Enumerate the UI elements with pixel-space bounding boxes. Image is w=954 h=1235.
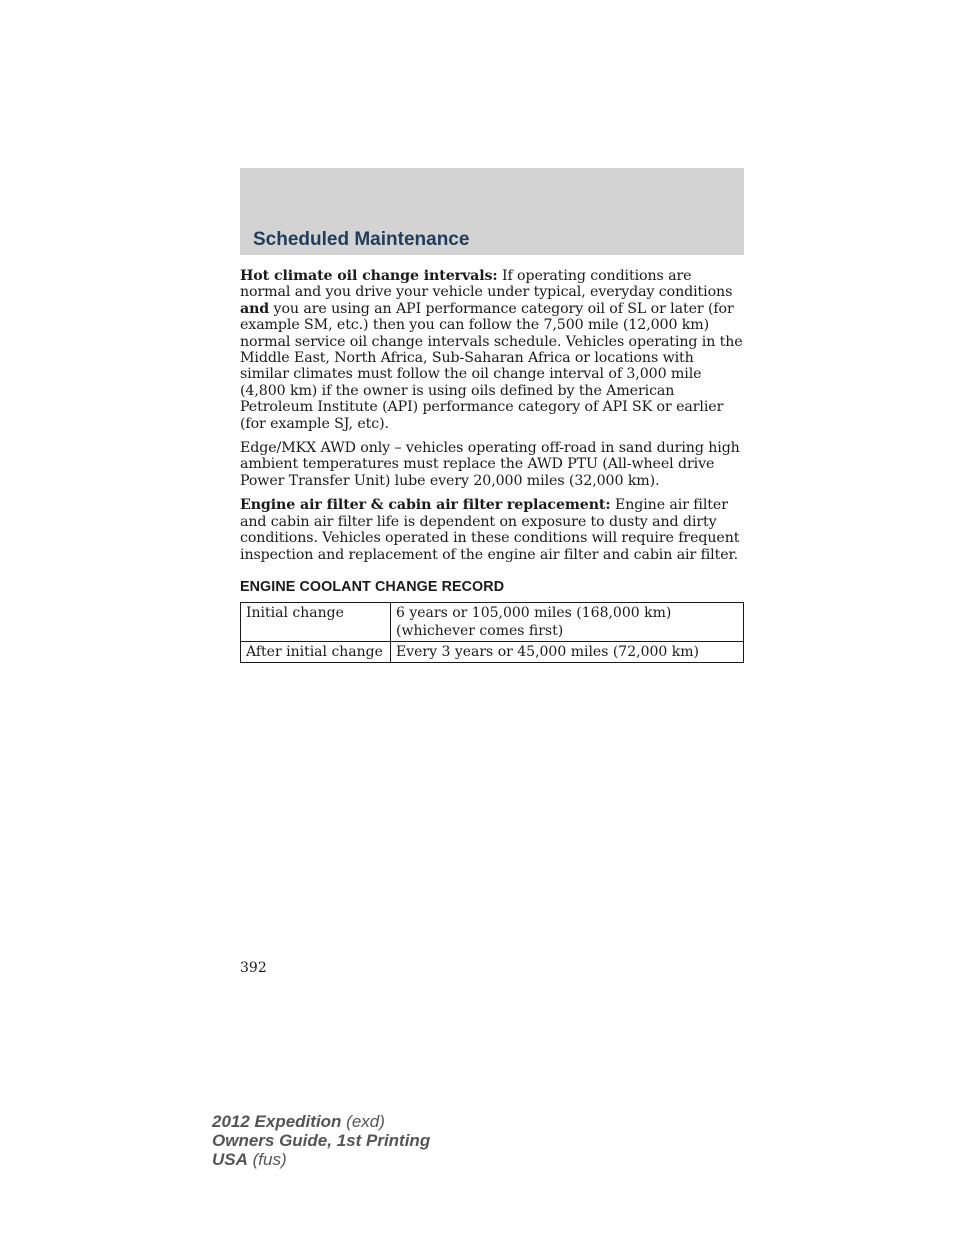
page-number: 392 bbox=[240, 960, 267, 976]
footer-line-1 bbox=[212, 1112, 430, 1131]
hot-climate-text-b: you are using an API performance category oil of SL or later (for example SM, etc.) then you can follow the 7,500 mile (12,000 km) normal service oil change intervals schedule. Vehicles operating in the Middle East, North Africa, Sub-Saharan Africa or locations with similar climates must follow the oil change interval of 3,000 mile (4,800 km) if the owner is using oils defined by the American Petroleum Institute (API) performance category of API SK or earlier (for example SJ, etc). bbox=[240, 300, 743, 432]
section-title: Scheduled Maintenance bbox=[253, 229, 470, 250]
hot-climate-text-a: If operating conditions are normal and you drive your vehicle under typical, everyday conditions bbox=[240, 268, 733, 301]
hot-climate-paragraph bbox=[240, 268, 746, 432]
hot-climate-emphasis: and bbox=[240, 300, 270, 317]
table-row bbox=[241, 602, 744, 641]
main-content bbox=[240, 268, 746, 663]
footer-line-3 bbox=[212, 1150, 430, 1169]
table-row bbox=[241, 641, 744, 662]
table-cell-value bbox=[391, 602, 744, 641]
section-header-band bbox=[240, 168, 744, 255]
footer-model-code: (exd) bbox=[341, 1112, 385, 1131]
footer-model: 2012 Expedition bbox=[212, 1112, 342, 1131]
footer-guide: Owners Guide, 1st Printing bbox=[212, 1131, 431, 1150]
air-filter-lead: Engine air filter & cabin air filter replacement: bbox=[240, 497, 611, 514]
footer-region: USA bbox=[212, 1150, 248, 1169]
table-cell-label: After initial change bbox=[241, 641, 391, 662]
table-cell-label: Initial change bbox=[241, 602, 391, 641]
air-filter-paragraph bbox=[240, 497, 746, 563]
hot-climate-lead: Hot climate oil change intervals: bbox=[240, 268, 498, 284]
awd-ptu-paragraph: Edge/MKX AWD only – vehicles operating off-road in sand during high ambient temperatures must replace the AWD PTU (All-wheel drive Power Transfer Unit) lube every 20,000 miles (32,000 km). bbox=[240, 440, 740, 489]
table-cell-value: Every 3 years or 45,000 miles (72,000 km) bbox=[391, 641, 744, 662]
footer-region-code: (fus) bbox=[247, 1150, 287, 1169]
value-line: (whichever comes first) bbox=[396, 622, 564, 639]
coolant-record-table bbox=[240, 602, 744, 663]
document-footer bbox=[212, 1112, 430, 1169]
value-line: 6 years or 105,000 miles (168,000 km) bbox=[396, 604, 672, 621]
air-filter-text: Engine air filter and cabin air filter life is dependent on exposure to dusty and dirty conditions. Vehicles operated in these conditions will require frequent inspection and replacement of the engine air filter and cabin air filter. bbox=[240, 497, 740, 563]
footer-line-2 bbox=[212, 1131, 430, 1150]
coolant-record-heading: ENGINE COOLANT CHANGE RECORD bbox=[240, 578, 505, 595]
